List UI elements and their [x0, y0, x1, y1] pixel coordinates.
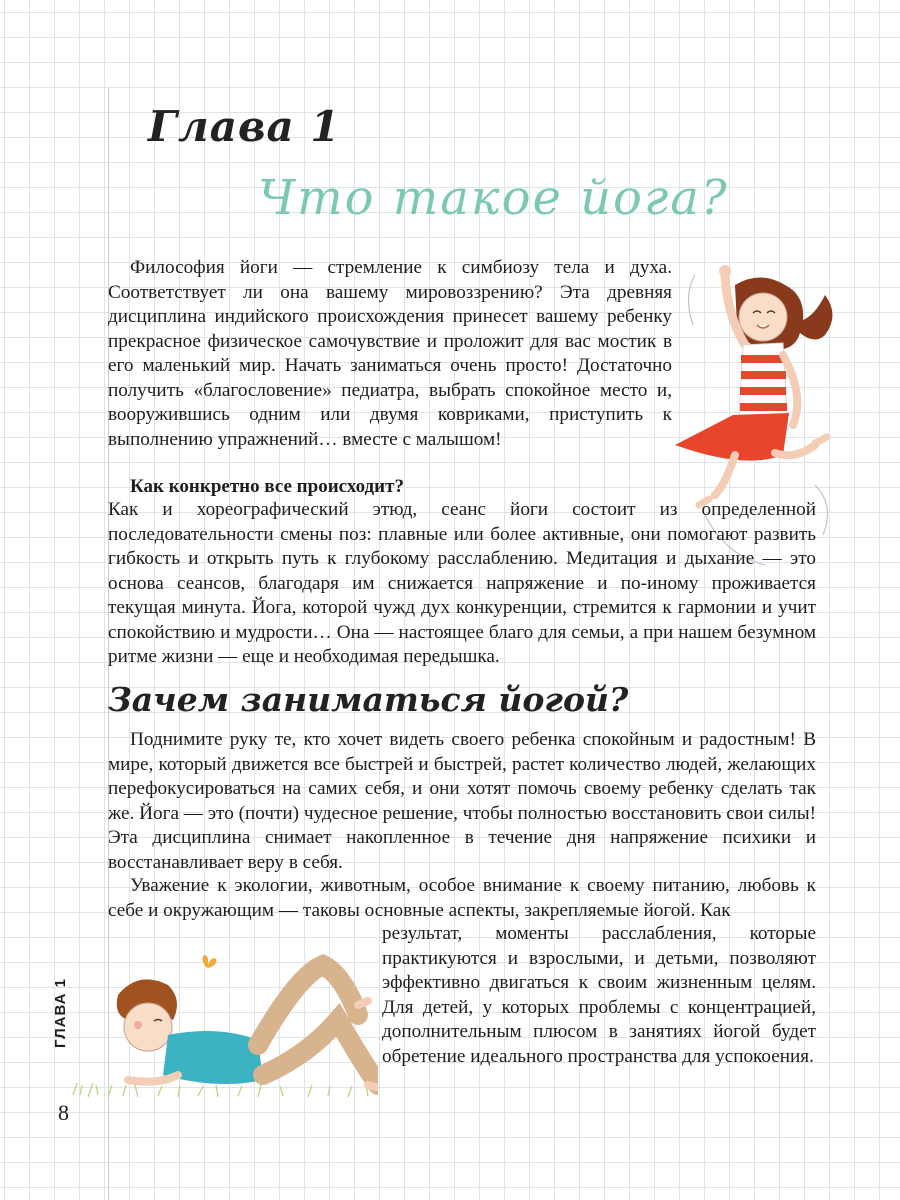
chapter-label: Глава 1: [148, 102, 341, 151]
section-title-why: Зачем заниматься йогой?: [108, 680, 629, 719]
why-paragraph-2-end: результат, моменты расслабления, которые практикуются и взрослыми, и детьми, позволяют эффективно двигаться к своим жизненным целям. Для детей, у которых проблемы с концентрацией, дополнительным плюсом в занятиях йогой будет обретение идеального пространства для успокоения.: [382, 923, 816, 1067]
girl-face: [739, 293, 787, 341]
butterfly: [202, 955, 216, 968]
how-paragraph: Как и хореографический этюд, сеанс йоги состоит из определенной последовательности смены поз: плавные или более активные, они помогают развить гибкость и открыть путь к глубокому расслаблению. Медитация и дыхание — это основа сеансов, благодаря им снижается напряжение и по-иному проживается текущая минута. Йога, которой чужд дух конкуренции, стремится к гармонии и учит спокойствию и мудрости… Она — настоящее благо для семьи, а при нашем безумном ритме жизни — еще и необходимая передышка.: [108, 499, 816, 667]
grass: [73, 1083, 368, 1097]
boy-legs: [258, 965, 378, 1085]
boy-arm: [128, 1075, 178, 1082]
boy-face: [124, 1003, 172, 1051]
how-heading: Как конкретно все происходит?: [130, 476, 404, 497]
page-number: 8: [58, 1100, 69, 1125]
lying-boy-illustration: [68, 945, 378, 1115]
chapter-title: Что такое йога?: [258, 170, 729, 226]
intro-paragraph: Философия йоги — стремление к симбиозу тела и духа. Соответствует ли она вашему мировоззрению? Эта древняя дисциплина индийского происхождения принесет вашему ребенку прекрасное физическое самочувствие и проложит для вас мостик в его маленький мир. Начать заниматься очень просто! Достаточно получить «благословение» педиатра, выбрать спокойное место и, вооружившись одним или двумя ковриками, приступить к выполнению упражнений… вместе с малышом!: [108, 257, 672, 450]
side-chapter-label: ГЛАВА 1: [52, 978, 69, 1048]
why-paragraph-2-start: Уважение к экологии, животным, особое внимание к своему питанию, любовь к себе и окружающим — таковы основные аспекты, закрепляемые йогой. Как: [108, 875, 816, 921]
why-paragraph-1: Поднимите руку те, кто хочет видеть своего ребенка спокойным и радостным! В мире, который движется все быстрей и быстрей, растет количество людей, желающих перефокусироваться на самих себя, и они хотят помочь своему ребенку сделать так же. Йога — это (почти) чудесное решение, чтобы полностью восстановить свои силы! Эта дисциплина снимает накопленное в течение дня напряжение психики и восстанавливает веру в себя.: [108, 729, 816, 873]
